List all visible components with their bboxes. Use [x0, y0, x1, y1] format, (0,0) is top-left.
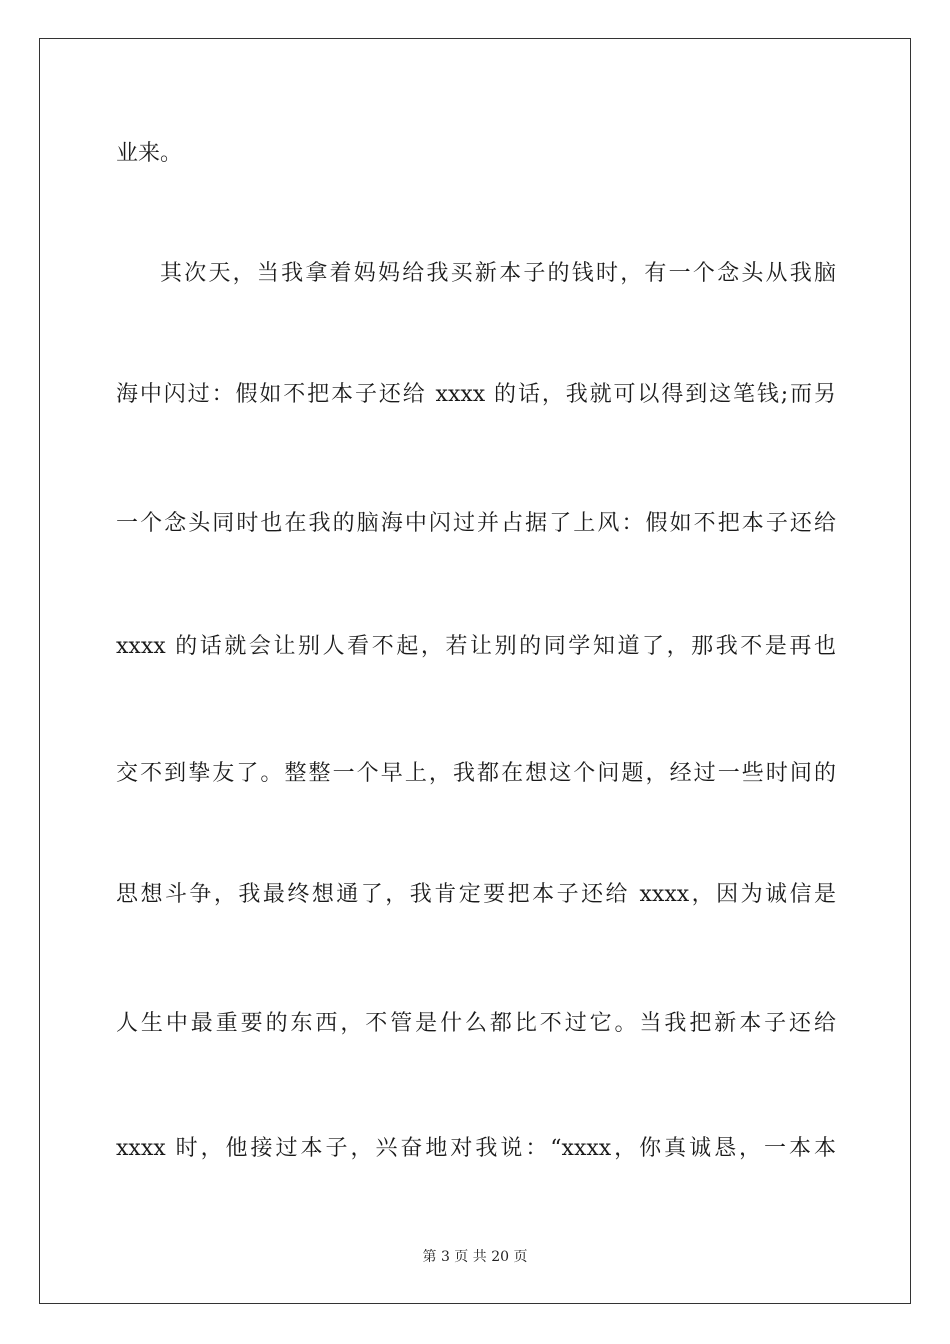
- text-line-3: 海中闪过：假如不把本子还给 xxxx 的话，我就可以得到这笔钱;而另: [116, 382, 836, 407]
- text-line-5: xxxx 的话就会让别人看不起，若让别的同学知道了，那我不是再也: [116, 634, 836, 659]
- page-border: [39, 38, 911, 1304]
- text-line-9: xxxx 时，他接过本子，兴奋地对我说：“xxxx，你真诚恳，一本本: [116, 1136, 836, 1161]
- text-line-4: 一个念头同时也在我的脑海中闪过并占据了上风：假如不把本子还给: [116, 511, 836, 536]
- text-line-1: 业来。: [116, 141, 183, 166]
- text-line-2: 其次天，当我拿着妈妈给我买新本子的钱时，有一个念头从我脑: [160, 261, 836, 286]
- text-line-8: 人生中最重要的东西，不管是什么都比不过它。当我把新本子还给: [116, 1011, 836, 1036]
- text-line-7: 思想斗争，我最终想通了，我肯定要把本子还给 xxxx，因为诚信是: [116, 882, 836, 907]
- text-line-6: 交不到挚友了。整整一个早上，我都在想这个问题，经过一些时间的: [116, 761, 836, 786]
- page-number-footer: 第 3 页 共 20 页: [422, 1249, 528, 1265]
